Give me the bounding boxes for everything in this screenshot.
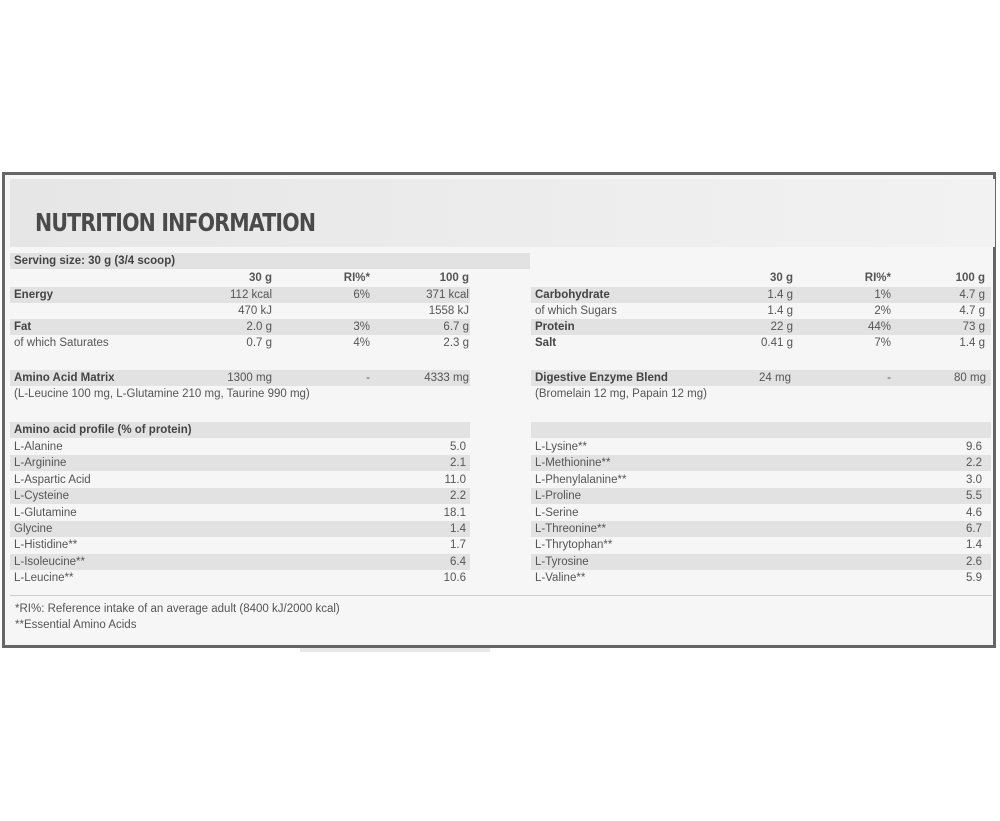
nutrition-row xyxy=(10,287,470,303)
value-100g: 1.4 g xyxy=(959,337,985,349)
enzyme-blend-label: Digestive Enzyme Blend xyxy=(535,372,668,384)
serving-size-row xyxy=(10,253,530,269)
nutrition-row xyxy=(531,287,991,303)
amino-acid-row xyxy=(10,537,470,553)
amino-acid-row xyxy=(531,554,991,570)
background-smudge xyxy=(300,648,490,652)
amino-acid-name: L-Histidine** xyxy=(14,539,78,552)
enzyme-blend-ri: - xyxy=(887,372,891,384)
amino-acid-name: L-Arginine xyxy=(14,457,67,470)
amino-acid-name: L-Threonine** xyxy=(535,523,606,535)
amino-acid-value: 2.2 xyxy=(450,490,466,503)
amino-acid-row xyxy=(531,570,991,586)
ri-percent: 4% xyxy=(353,337,370,349)
col-100g-header: 100 g xyxy=(955,272,985,284)
amino-acid-value: 18.1 xyxy=(443,506,466,519)
amino-acid-row xyxy=(531,505,991,521)
value-100g: 4.7 g xyxy=(959,289,985,301)
amino-acid-row xyxy=(531,537,991,553)
nutrition-row xyxy=(10,319,470,335)
amino-acid-row xyxy=(531,521,991,537)
amino-acid-row xyxy=(10,439,470,455)
profile-header-row-right xyxy=(531,422,991,438)
value-30g: 22 g xyxy=(770,321,793,333)
amino-acid-row xyxy=(531,439,991,455)
nutrition-panel xyxy=(2,172,996,648)
enzyme-blend-100g: 80 mg xyxy=(954,372,986,384)
col-ri-header: RI%* xyxy=(864,272,891,284)
amino-acid-name: L-Serine xyxy=(535,506,579,519)
amino-acid-value: 9.6 xyxy=(966,441,982,453)
amino-acid-name: L-Glutamine xyxy=(14,506,77,519)
amino-matrix-30g: 1300 mg xyxy=(227,372,272,384)
amino-acid-name: L-Leucine** xyxy=(14,572,74,585)
amino-matrix-row xyxy=(10,370,470,386)
amino-acid-name: L-Valine** xyxy=(535,572,586,585)
column-header-row xyxy=(531,270,991,286)
nutrient-label: of which Sugars xyxy=(535,305,617,317)
col-30g-header: 30 g xyxy=(248,272,272,284)
amino-matrix-100g: 4333 mg xyxy=(424,372,469,384)
amino-acid-name: L-Aspartic Acid xyxy=(14,473,91,486)
amino-acid-name: L-Isoleucine** xyxy=(14,555,85,568)
amino-acid-value: 5.5 xyxy=(966,490,982,503)
nutrient-label: Carbohydrate xyxy=(535,289,610,301)
col-30g-header: 30 g xyxy=(769,272,793,284)
nutrition-row xyxy=(531,303,991,319)
footnote-ri: *RI%: Reference intake of an average adult (8400 kJ/2000 kcal) xyxy=(15,603,340,615)
amino-acid-value: 2.1 xyxy=(450,457,466,470)
nutrient-label: Fat xyxy=(14,321,32,333)
serving-size: Serving size: 30 g (3/4 scoop) xyxy=(14,255,176,267)
value-30g: 1.4 g xyxy=(767,305,793,317)
amino-matrix-detail-row xyxy=(10,386,470,402)
amino-acid-row xyxy=(531,488,991,504)
value-100g: 73 g xyxy=(962,321,985,333)
nutrition-row xyxy=(531,335,991,351)
col-ri-header: RI%* xyxy=(343,272,370,284)
nutrition-row xyxy=(531,319,991,335)
amino-acid-value: 1.7 xyxy=(450,539,466,552)
ri-percent: 3% xyxy=(353,321,370,333)
amino-acid-name: L-Tyrosine xyxy=(535,555,589,568)
enzyme-blend-30g: 24 mg xyxy=(759,372,791,384)
value-30g: 470 kJ xyxy=(238,305,272,317)
amino-acid-name: L-Methionine** xyxy=(535,457,611,470)
amino-acid-name: L-Alanine xyxy=(14,441,63,453)
ri-percent: 44% xyxy=(867,321,891,333)
amino-acid-name: L-Cysteine xyxy=(14,490,69,503)
amino-matrix-ri: - xyxy=(366,372,370,384)
value-100g: 371 kcal xyxy=(426,289,469,301)
ri-percent: 7% xyxy=(874,337,891,349)
value-30g: 0.41 g xyxy=(761,337,793,349)
ri-percent: 6% xyxy=(353,289,370,301)
ri-percent: 2% xyxy=(874,305,891,317)
ri-percent: 1% xyxy=(874,289,891,301)
column-header-row xyxy=(10,270,470,286)
amino-acid-row xyxy=(10,554,470,570)
amino-acid-value: 1.4 xyxy=(966,539,982,552)
nutrient-label: Salt xyxy=(535,337,557,349)
amino-acid-value: 6.7 xyxy=(966,523,982,535)
nutrition-row xyxy=(10,335,470,351)
value-100g: 1558 kJ xyxy=(428,305,469,317)
amino-matrix-label: Amino Acid Matrix xyxy=(14,372,115,384)
profile-header: Amino acid profile (% of protein) xyxy=(14,424,192,436)
page-title: NUTRITION INFORMATION xyxy=(35,208,316,237)
value-30g: 112 kcal xyxy=(230,289,272,301)
amino-acid-value: 5.0 xyxy=(450,441,466,453)
amino-acid-value: 10.6 xyxy=(443,572,466,585)
footnote-essential: **Essential Amino Acids xyxy=(15,619,137,631)
amino-acid-name: L-Thrytophan** xyxy=(535,539,613,552)
profile-header-row xyxy=(10,422,470,438)
amino-acid-row xyxy=(10,505,470,521)
value-30g: 2.0 g xyxy=(246,321,272,333)
amino-acid-value: 2.2 xyxy=(966,457,982,470)
amino-acid-row xyxy=(10,472,470,488)
amino-acid-name: L-Phenylalanine** xyxy=(535,473,627,486)
amino-acid-name: L-Proline xyxy=(535,490,582,503)
amino-acid-value: 5.9 xyxy=(966,572,982,585)
enzyme-blend-row xyxy=(531,370,991,386)
amino-acid-value: 6.4 xyxy=(450,555,466,568)
value-100g: 4.7 g xyxy=(959,305,985,317)
nutrient-label: Protein xyxy=(535,321,575,333)
amino-acid-row xyxy=(10,455,470,471)
enzyme-blend-detail: (Bromelain 12 mg, Papain 12 mg) xyxy=(535,388,707,400)
value-100g: 6.7 g xyxy=(443,321,469,333)
value-100g: 2.3 g xyxy=(443,337,469,349)
amino-acid-value: 11.0 xyxy=(444,473,466,486)
nutrition-row xyxy=(10,303,470,319)
col-100g-header: 100 g xyxy=(439,272,469,284)
value-30g: 1.4 g xyxy=(767,289,793,301)
footnote-divider xyxy=(10,595,992,596)
amino-acid-value: 2.6 xyxy=(966,555,982,568)
amino-acid-name: L-Lysine** xyxy=(535,441,587,453)
nutrient-label: of which Saturates xyxy=(14,337,109,349)
nutrient-label: Energy xyxy=(14,289,53,301)
enzyme-blend-detail-row xyxy=(531,386,991,402)
amino-matrix-detail: (L-Leucine 100 mg, L-Glutamine 210 mg, Taurine 990 mg) xyxy=(14,388,310,400)
amino-acid-row xyxy=(531,455,991,471)
amino-acid-row xyxy=(10,488,470,504)
value-30g: 0.7 g xyxy=(246,337,272,349)
amino-acid-row xyxy=(10,570,470,586)
amino-acid-value: 4.6 xyxy=(966,506,982,519)
amino-acid-value: 3.0 xyxy=(966,473,982,486)
amino-acid-name: Glycine xyxy=(14,523,53,535)
amino-acid-value: 1.4 xyxy=(450,523,466,535)
amino-acid-row xyxy=(10,521,470,537)
amino-acid-row xyxy=(531,472,991,488)
